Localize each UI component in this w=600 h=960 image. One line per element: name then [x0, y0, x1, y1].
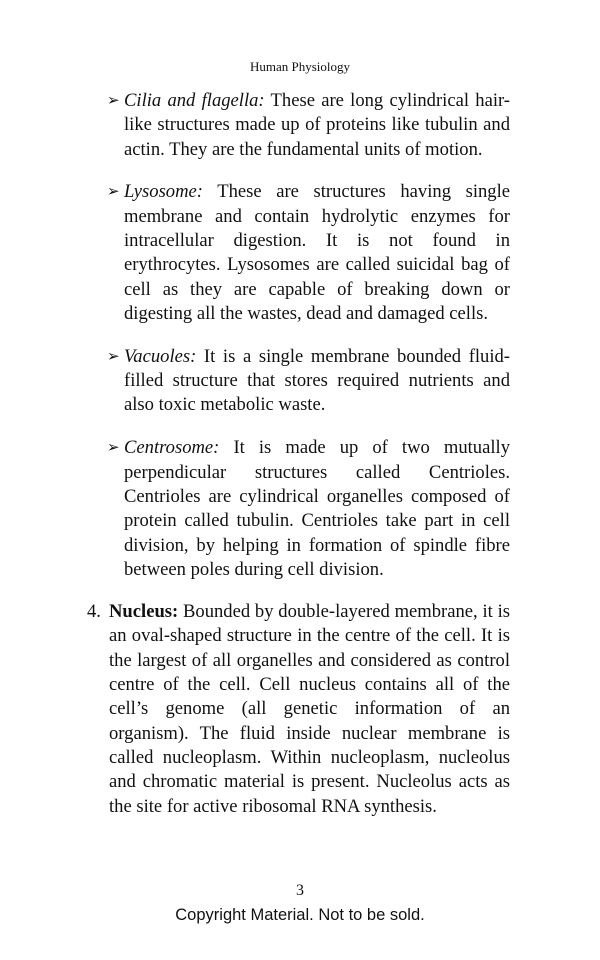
bullet-term: Centrosome: [124, 437, 220, 459]
bullet-item-cilia [107, 89, 510, 162]
bullet-item-centrosome [107, 436, 510, 582]
bullet-text: These are long cylindrical hair-like structures made up of proteins like tubulin and actin. They are the fundamental units of motion. [124, 90, 510, 160]
running-header: Human Physiology [249, 59, 351, 74]
bullet-item-lysosome [107, 180, 510, 326]
page-number: 3 [296, 882, 304, 899]
item-text: Bounded by double-layered membrane, it is an oval-shaped structure in the centre of the cell. It is the largest of all organelles and considered as control centre of the cell. Cell nucleus contains all of the cell’s genome (all genetic information of an organism). The fluid inside nuclear membrane is called nucleoplasm. Within nucleoplasm, nucleolus and chromatic material is present. Nucleolus acts as the site for active ribosomal RNA synthesis. [109, 601, 510, 817]
item-number: 4. [87, 601, 101, 623]
bullet-item-vacuoles [107, 345, 510, 418]
arrowhead-bullet-icon: ➢ [107, 348, 120, 365]
numbered-item-nucleus [87, 600, 510, 819]
copyright-notice: Copyright Material. Not to be sold. [175, 906, 425, 924]
bullet-term: Cilia and flagella: [124, 90, 265, 111]
bullet-text: These are structures having single membrane and contain hydrolytic enzymes for intracellular digestion. It is not found in erythrocytes. Lysosomes are called suicidal bag of cell as they are capable of breaking down or digesting all the wastes, dead and damaged cells. [124, 181, 510, 324]
arrowhead-bullet-icon: ➢ [107, 440, 120, 457]
arrowhead-bullet-icon: ➢ [107, 184, 120, 201]
item-term: Nucleus: [109, 601, 179, 623]
arrowhead-bullet-icon: ➢ [107, 93, 120, 109]
page-body [87, 89, 510, 837]
bullet-text: It is a single membrane bounded fluid-filled structure that stores required nutrients and also toxic metabolic waste. [124, 345, 510, 416]
bullet-text: It is made up of two mutually perpendicular structures called Centrioles. Centrioles are cylindrical organelles composed of protein called tubulin. Centrioles take part in cell division, by helping in formation of spindle fibre between poles during cell division. [124, 437, 510, 580]
bullet-term: Vacuoles: [124, 345, 197, 367]
bullet-term: Lysosome: [124, 181, 203, 203]
